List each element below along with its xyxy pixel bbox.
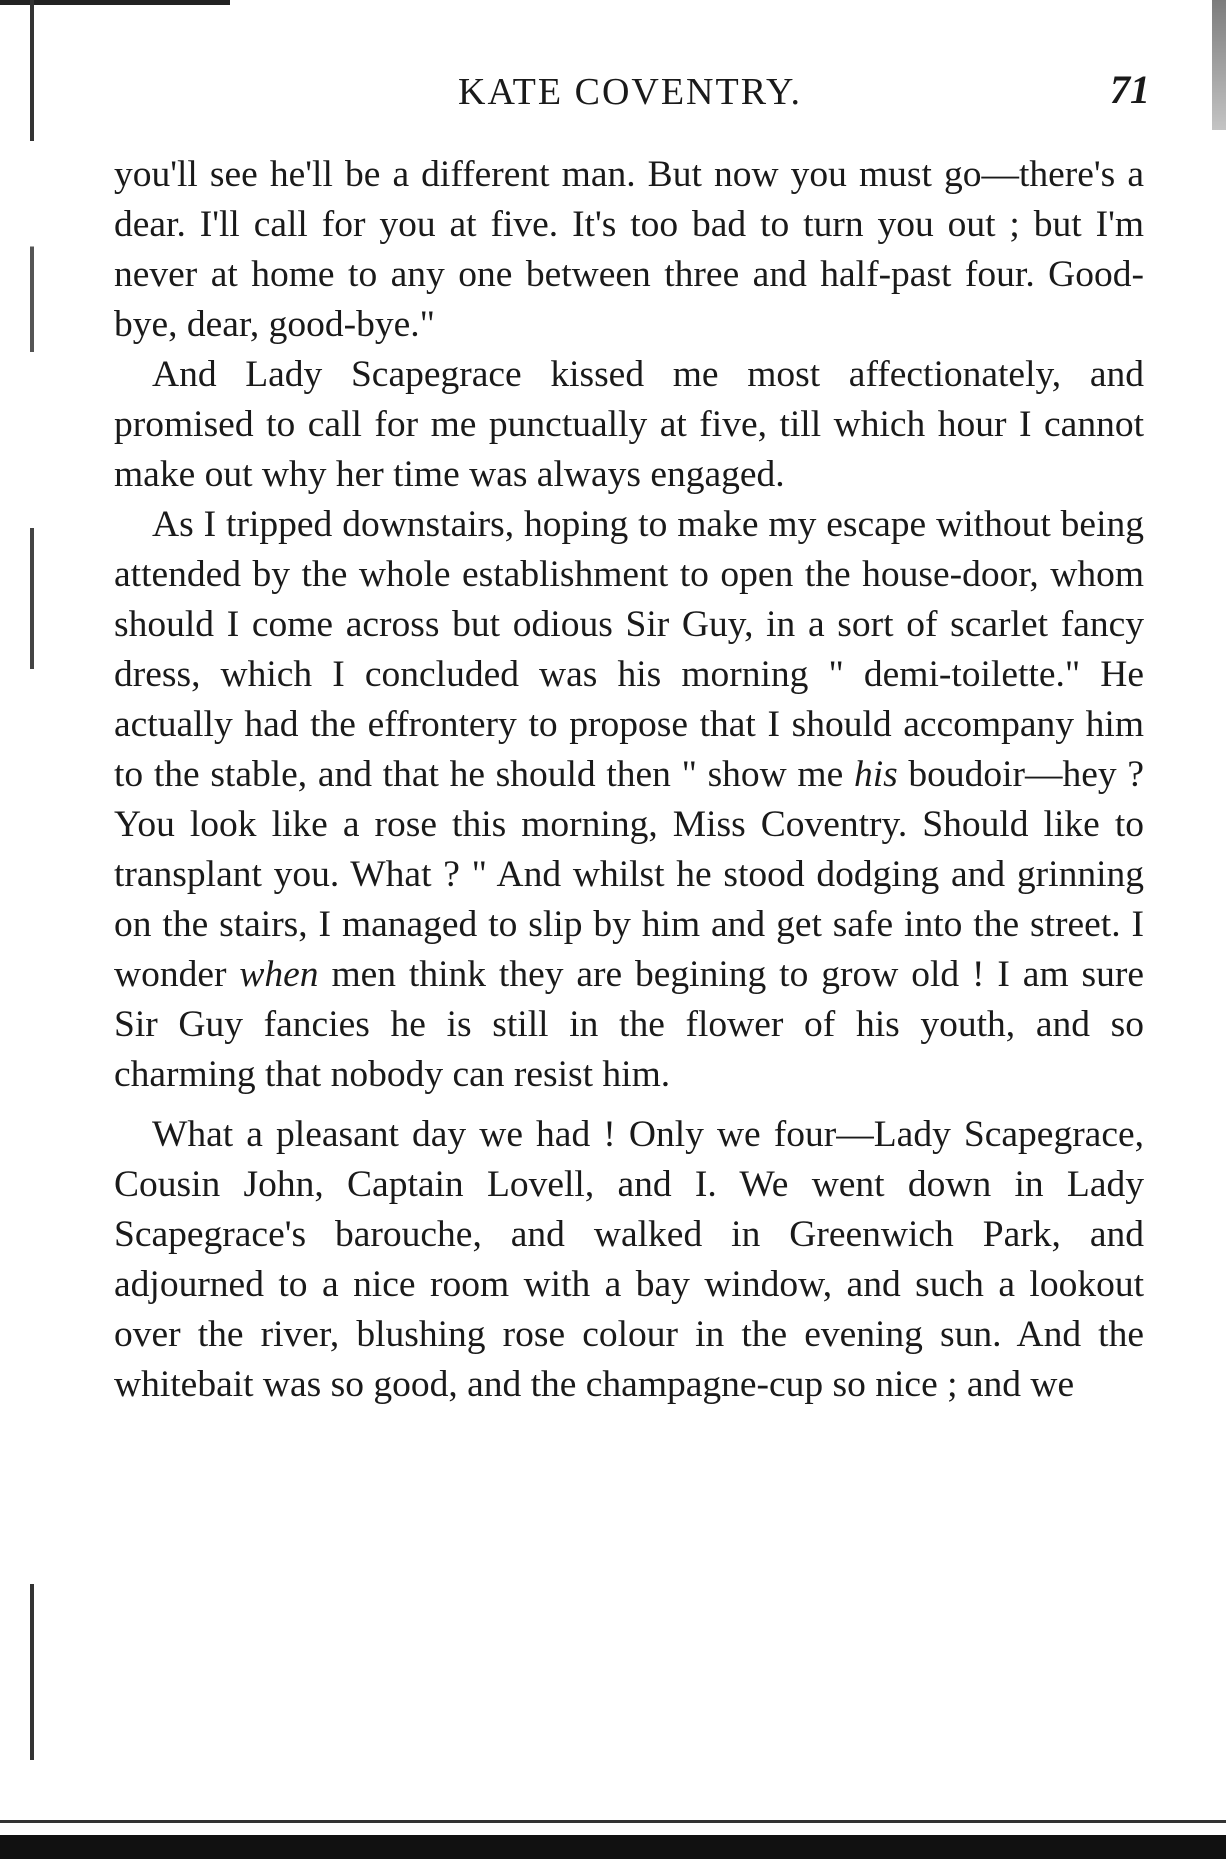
paragraph xyxy=(114,350,1144,500)
text-run: And Lady Scapegrace kissed me most affectionately, and promised to call for me punctually at five, till which hour I cannot make out why her time was always engaged. xyxy=(114,354,1144,495)
text-run: men think they are begining to grow old ! I am sure Sir Guy fancies he is still in the flower of his youth, and so charming that nobody can resist him. xyxy=(114,954,1144,1095)
text-run: boudoir—hey ? You look like a rose this morning, Miss Coventry. Should like to transplant you. What ? " And whilst he stood dodging and grinning on the stairs, I managed to slip by him and get safe into the street. I wonder xyxy=(114,754,1145,995)
body-text xyxy=(114,150,1144,1410)
italic-text: his xyxy=(853,754,898,795)
page-header xyxy=(110,67,1150,120)
text-run: As I tripped downstairs, hoping to make my escape without being attended by the whole establishment to open the house-door, whom should I come across but odious Sir Guy, in a sort of scarlet fancy dress, which I concluded was his morning " demi-toilette." He actually had the effrontery to propose that I should accompany him to the stable, and that he should then " show me xyxy=(114,504,1144,795)
page-number: 71 xyxy=(1110,67,1150,112)
scan-edge-top xyxy=(0,0,230,5)
running-title: KATE COVENTRY. xyxy=(458,71,802,113)
paragraph xyxy=(114,500,1144,1100)
scan-edge-bottom xyxy=(0,1835,1226,1859)
paragraph xyxy=(114,1110,1144,1410)
paragraph xyxy=(114,150,1144,350)
scan-rule xyxy=(0,1820,1226,1823)
scan-edge-right xyxy=(1212,0,1226,130)
text-run: you'll see he'll be a different man. But now you must go—there's a dear. I'll call for you at five. It's too bad to turn you out ; but I'm never at home to any one between three and half-past four. Good-bye, dear, good-bye." xyxy=(114,154,1144,345)
text-run: What a pleasant day we had ! Only we four—Lady Scapegrace, Cousin John, Captain Lovell, and I. We went down in Lady Scapegrace's barouche, and walked in Greenwich Park, and adjourned to a nice room with a bay window, and such a lookout over the river, blushing rose colour in the evening sun. And the whitebait was so good, and the champagne-cup so nice ; and we xyxy=(114,1114,1144,1405)
italic-text: when xyxy=(239,954,319,995)
scan-edge-left xyxy=(30,0,34,1760)
